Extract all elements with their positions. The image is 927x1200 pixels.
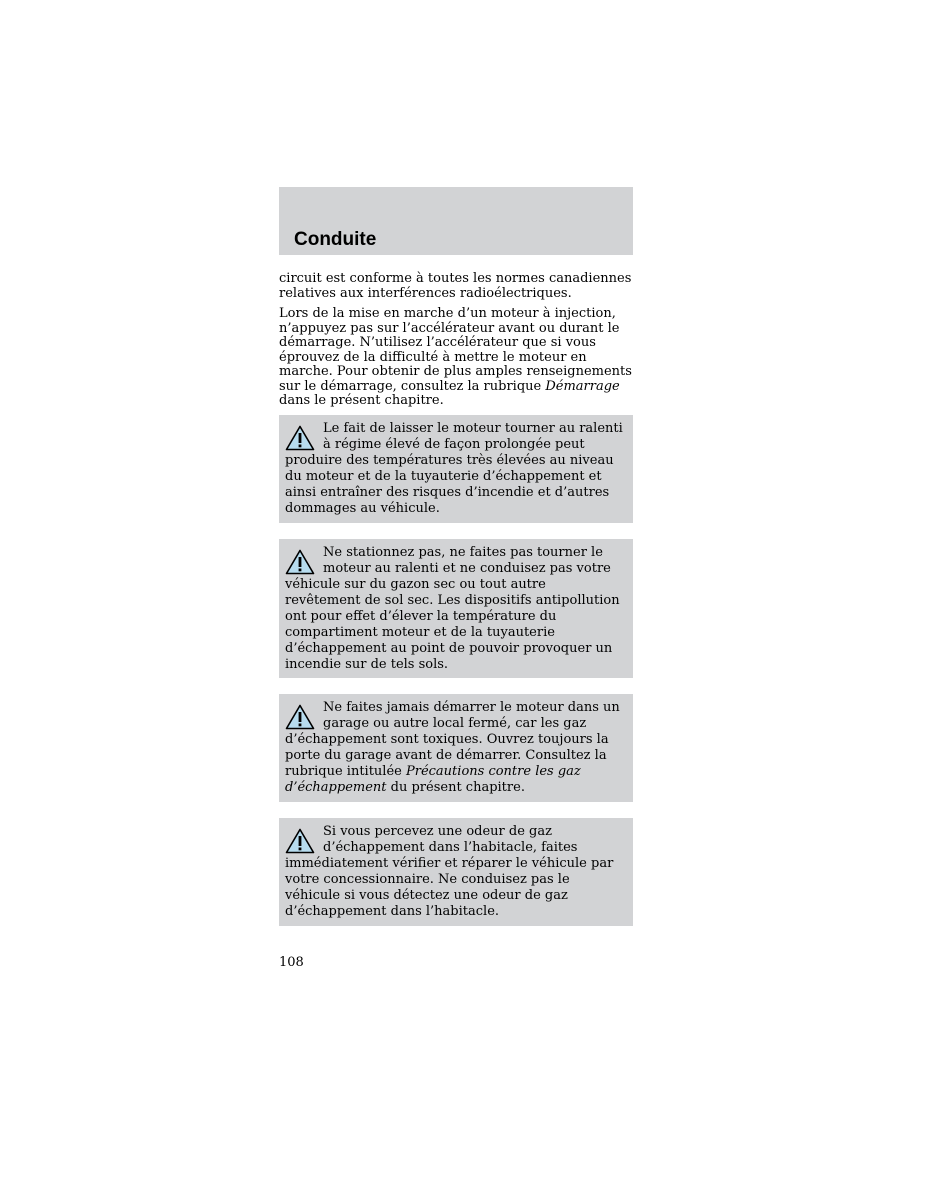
paragraph-text-end: dans le présent chapitre. (279, 393, 444, 408)
warning-text: Le fait de laisser le moteur tourner au ralenti à régime élevé de façon prolongée peut produire des températures très élevées au niveau du moteur et de la tuyauterie d’échappement et ainsi entraîner des risques d’incendie et d’autres dommages au véhicule. (285, 421, 623, 516)
warning-box-idle (279, 415, 633, 523)
reference-demarrage: Démarrage (545, 378, 620, 394)
section-header (279, 187, 633, 255)
warning-text: Si vous percevez une odeur de gaz d’échappement dans l’habitacle, faites immédiatement vérifier et réparer le véhicule par votre concessionnaire. Ne conduisez pas le véhicule si vous détectez une odeur de gaz d’échappement dans l’habitacle. (285, 824, 614, 919)
reference-precautions: Précautions contre les gaz d’échappement (285, 764, 581, 795)
section-title: Conduite (294, 229, 377, 250)
warning-text: Ne stationnez pas, ne faites pas tourner le moteur au ralenti et ne conduisez pas votre véhicule sur du gazon sec ou tout autre revêtement de sol sec. Les dispositifs antipollution ont pour effet d’élever la température du compartiment moteur et de la tuyauterie d’échappement au point de pouvoir provoquer un incendie sur de tels sols. (285, 545, 620, 672)
paragraph-starting (279, 307, 635, 409)
warning-text-end: du présent chapitre. (386, 780, 525, 795)
warning-triangle-icon (285, 425, 315, 451)
warning-triangle-icon (285, 828, 315, 854)
paragraph-radio-interference: circuit est conforme à toutes les normes canadiennes relatives aux interférences radioélectriques. (279, 271, 632, 301)
paragraph-text: Lors de la mise en marche d’un moteur à injection, n’appuyez pas sur l’accélérateur avant ou durant le démarrage. N’utilisez l’accélérateur que si vous éprouvez de la difficulté à mettre le moteur en marche. Pour obtenir de plus amples renseignements sur le démarrage, consultez la rubrique (279, 306, 632, 394)
warning-box-garage (279, 694, 633, 802)
warning-text: Ne faites jamais démarrer le moteur dans un garage ou autre local fermé, car les gaz d’échappement sont toxiques. Ouvrez toujours la porte du garage avant de démarrer. Consultez la rubrique intitulée (285, 700, 620, 779)
page-number: 108 (279, 955, 304, 970)
warning-box-exhaust-odor (279, 818, 633, 926)
warning-triangle-icon (285, 549, 315, 575)
warning-box-dry-grass (279, 539, 633, 678)
warning-triangle-icon (285, 704, 315, 730)
